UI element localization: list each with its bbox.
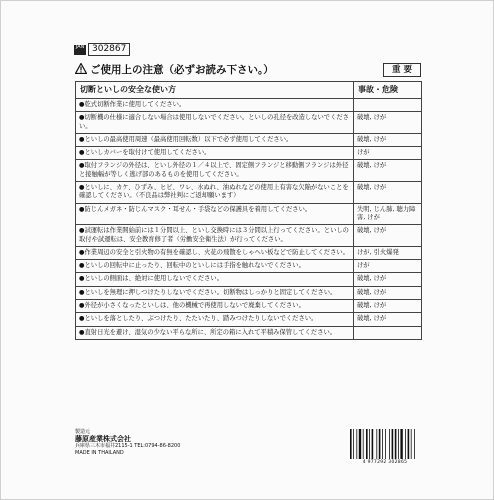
risk-text: 失明, じん肺, 聴力障害, けが xyxy=(354,203,422,225)
table-row xyxy=(76,300,422,313)
table-row xyxy=(76,133,422,146)
risk-text: 破壊, けが xyxy=(354,182,422,204)
risk-text: けが xyxy=(354,147,422,160)
country-of-origin: MADE IN THAILAND xyxy=(75,450,124,456)
maker-name: 藤原産業株式会社 xyxy=(75,435,131,443)
table-row xyxy=(76,99,422,112)
usage-text: ●といしを落としたり、ぶつけたり、たたいたり、踏みつけたりしないでください。 xyxy=(76,313,354,326)
risk-text: けが xyxy=(354,260,422,273)
table-header-row xyxy=(76,82,422,99)
risk-text: 破壊, けが xyxy=(354,286,422,299)
table-row xyxy=(76,273,422,286)
table-row xyxy=(76,112,422,134)
table-row xyxy=(76,147,422,160)
risk-text: 破壊, けが xyxy=(354,225,422,247)
column-header-risk: 事故・危険 xyxy=(354,82,422,99)
usage-text: ●切断機の仕様に適合しない場合は使用しないでください。といしの孔径を改造しないでください。 xyxy=(76,112,354,134)
risk-text: けが, 引火爆発 xyxy=(354,246,422,259)
barcode-number: 4 977292 302865 xyxy=(362,460,408,465)
table-row xyxy=(76,203,422,225)
important-badge: 重 要 xyxy=(383,63,421,77)
warning-icon xyxy=(75,63,87,74)
risk-text xyxy=(354,326,422,339)
code-badge: JAN xyxy=(74,45,86,55)
manufacturer-info xyxy=(75,429,180,457)
table-row xyxy=(76,182,422,204)
table-row xyxy=(76,313,422,326)
caution-table xyxy=(75,81,422,340)
caution-header xyxy=(75,61,421,77)
table-row xyxy=(76,326,422,339)
table-row xyxy=(76,286,422,299)
usage-text: ●といしに、カケ、ひずみ、ヒビ、ワレ、水ぬれ、油ぬれなどの使用上有害な欠陥がないことを確認してください。（不良品は弊社判にご返却願います） xyxy=(76,182,354,204)
table-row xyxy=(76,160,422,182)
risk-text xyxy=(354,99,422,112)
maker-label: 製造元 xyxy=(75,429,91,435)
table-row xyxy=(76,225,422,247)
caution-title: ご使用上の注意（必ずお読み下さい。） xyxy=(90,64,274,76)
usage-text: ●乾式切断作業に使用してください。 xyxy=(76,99,354,112)
risk-text: 破壊, けが xyxy=(354,300,422,313)
barcode-icon xyxy=(349,429,421,459)
maker-address: 兵庫県三木市福井2115-1 TEL:0794-86-8200 xyxy=(75,443,181,449)
table-row xyxy=(76,246,422,259)
usage-text: ●作業周辺の安全と引火物の有無を確認し、火花の飛散をしゃへい板などで防止してください。 xyxy=(76,246,354,259)
risk-text: 破壊, けが xyxy=(354,313,422,326)
usage-text: ●外径が小さくなったといしは、他の機械で再使用しないで廃棄してください。 xyxy=(76,300,354,313)
risk-text: 破壊, けが xyxy=(354,160,422,182)
usage-text: ●といしの側面は、絶対に使用しないでください。 xyxy=(76,273,354,286)
usage-text: ●取付フランジの外径は、といし外径の１／４以上で、固定側フランジと移動側フランジは外径と接触幅が等しく逃げ部のあるものを使用してください。 xyxy=(76,160,354,182)
product-code xyxy=(74,43,130,56)
usage-text: ●といしの最高使用周速（最高使用回転数）以下で必ず使用してください。 xyxy=(76,133,354,146)
usage-text: ●といしカバーを取付けて使用してください。 xyxy=(76,147,354,160)
risk-text: 破壊, けが xyxy=(354,112,422,134)
product-code-number: 302867 xyxy=(88,43,130,56)
usage-text: ●といしを無理に押しつけたりしないでください。切断物はしっかりと固定してください。 xyxy=(76,286,354,299)
risk-text: 破壊, けが xyxy=(354,273,422,286)
risk-text: 破壊, けが xyxy=(354,133,422,146)
usage-text: ●試運転は作業開始前には１分間以上、といし交換時には３分間以上行ってください。といしの取付や試運転は、安全教育修了者（労働安全衛生法）が行ってください。 xyxy=(76,225,354,247)
usage-text: ●直射日光を避け、湿気の少ない平らな所に、所定の箱に入れて平積み保管してください。 xyxy=(76,326,354,339)
usage-text: ●防じんメガネ・防じんマスク・耳せん・手袋などの保護具を着用してください。 xyxy=(76,203,354,225)
usage-text: ●といしの回転中に止ったり、回転中のといしには手指を触れないでください。 xyxy=(76,260,354,273)
column-header-usage: 切断といしの安全な使い方 xyxy=(76,82,354,99)
table-row xyxy=(76,260,422,273)
